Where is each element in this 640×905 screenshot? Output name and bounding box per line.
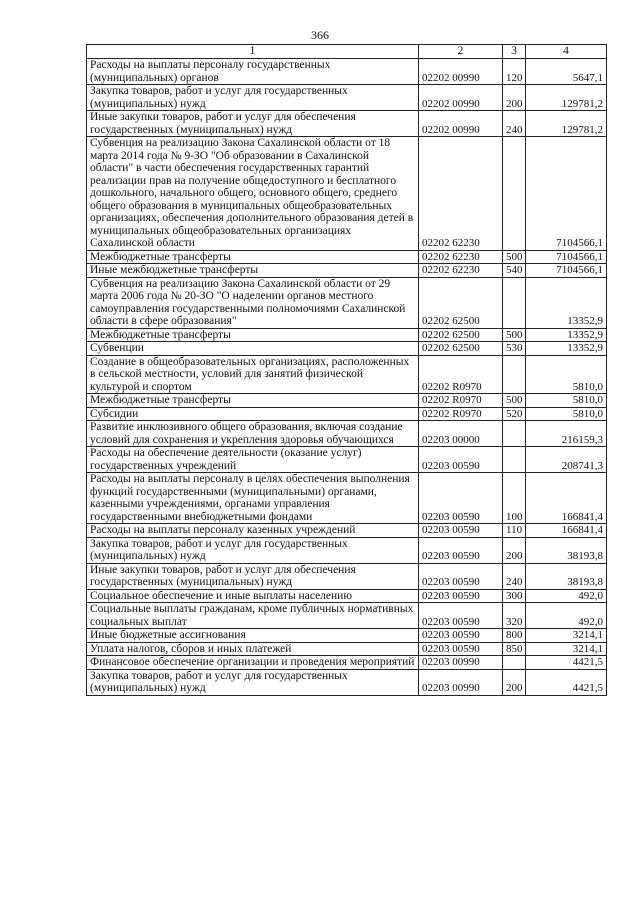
- row-sum-cell: 3214,1: [526, 629, 607, 643]
- row-name-cell: Социальные выплаты гражданам, кроме публичных нормативных социальных выплат: [87, 603, 419, 629]
- row-name-cell: Создание в общеобразовательных организациях, расположенных в сельской местности, условий для занятий физической культурой и спортом: [87, 355, 419, 394]
- row-code-cell: 02203 00590: [419, 447, 503, 473]
- table-row: [87, 111, 607, 137]
- table-row: [87, 537, 607, 563]
- row-sum-cell: 7104566,1: [526, 137, 607, 251]
- row-name-cell: Иные межбюджетные трансферты: [87, 264, 419, 278]
- row-name-cell: Межбюджетные трансферты: [87, 394, 419, 408]
- row-name-cell: Расходы на обеспечение деятельности (оказание услуг) государственных учреждений: [87, 447, 419, 473]
- table-row: [87, 277, 607, 328]
- table-body: [87, 59, 607, 696]
- row-code-cell: 02202 00990: [419, 85, 503, 111]
- row-code-cell: 02202 62230: [419, 137, 503, 251]
- row-type-cell: 520: [503, 407, 526, 421]
- row-code-cell: 02203 00990: [419, 656, 503, 670]
- row-type-cell: [503, 137, 526, 251]
- row-type-cell: 100: [503, 473, 526, 524]
- table-row: [87, 563, 607, 589]
- row-sum-cell: 7104566,1: [526, 264, 607, 278]
- row-type-cell: 120: [503, 59, 526, 85]
- row-type-cell: 320: [503, 603, 526, 629]
- row-type-cell: 530: [503, 342, 526, 356]
- row-name-cell: Субвенция на реализацию Закона Сахалинской области от 29 марта 2006 года № 20-ЗО "О наделении органов местного самоуправления государственными полномочиями Сахалинской области в сфере образования": [87, 277, 419, 328]
- row-type-cell: [503, 355, 526, 394]
- row-code-cell: 02203 00590: [419, 603, 503, 629]
- row-code-cell: 02202 62500: [419, 328, 503, 342]
- row-name-cell: Иные бюджетные ассигнования: [87, 629, 419, 643]
- row-code-cell: 02202 62500: [419, 277, 503, 328]
- row-code-cell: 02202 62230: [419, 264, 503, 278]
- row-code-cell: 02203 00590: [419, 473, 503, 524]
- row-sum-cell: 492,0: [526, 603, 607, 629]
- page-number: 366: [311, 28, 329, 42]
- row-type-cell: 110: [503, 524, 526, 538]
- row-code-cell: 02202 00990: [419, 111, 503, 137]
- row-code-cell: 02202 00990: [419, 59, 503, 85]
- row-sum-cell: 5810,0: [526, 355, 607, 394]
- row-type-cell: [503, 421, 526, 447]
- table-row: [87, 407, 607, 421]
- row-type-cell: 240: [503, 563, 526, 589]
- row-sum-cell: 129781,2: [526, 85, 607, 111]
- row-code-cell: 02202 R0970: [419, 407, 503, 421]
- row-sum-cell: 13352,9: [526, 328, 607, 342]
- row-code-cell: 02203 00000: [419, 421, 503, 447]
- row-sum-cell: 38193,8: [526, 537, 607, 563]
- row-name-cell: Финансовое обеспечение организации и проведения мероприятий: [87, 656, 419, 670]
- row-sum-cell: 7104566,1: [526, 250, 607, 264]
- row-name-cell: Межбюджетные трансферты: [87, 250, 419, 264]
- table-row: [87, 524, 607, 538]
- row-code-cell: 02202 R0970: [419, 394, 503, 408]
- row-name-cell: Иные закупки товаров, работ и услуг для обеспечения государственных (муниципальных) нужд: [87, 111, 419, 137]
- row-type-cell: 240: [503, 111, 526, 137]
- row-code-cell: 02203 00590: [419, 524, 503, 538]
- row-code-cell: 02202 62230: [419, 250, 503, 264]
- row-code-cell: 02203 00590: [419, 629, 503, 643]
- row-code-cell: 02203 00590: [419, 563, 503, 589]
- row-sum-cell: 166841,4: [526, 473, 607, 524]
- row-type-cell: 300: [503, 589, 526, 603]
- row-name-cell: Закупка товаров, работ и услуг для государственных (муниципальных) нужд: [87, 537, 419, 563]
- row-sum-cell: 13352,9: [526, 342, 607, 356]
- row-code-cell: 02203 00590: [419, 537, 503, 563]
- table-row: [87, 59, 607, 85]
- budget-table: [86, 44, 607, 696]
- row-name-cell: Расходы на выплаты персоналу государственных (муниципальных) органов: [87, 59, 419, 85]
- row-name-cell: Субвенции: [87, 342, 419, 356]
- table-row: [87, 264, 607, 278]
- row-sum-cell: 5647,1: [526, 59, 607, 85]
- row-code-cell: 02203 00590: [419, 589, 503, 603]
- row-sum-cell: 216159,3: [526, 421, 607, 447]
- table-row: [87, 642, 607, 656]
- table-header-row: [87, 45, 607, 59]
- row-sum-cell: 129781,2: [526, 111, 607, 137]
- table-row: [87, 85, 607, 111]
- row-type-cell: 800: [503, 629, 526, 643]
- row-name-cell: Субсидии: [87, 407, 419, 421]
- row-type-cell: 500: [503, 394, 526, 408]
- row-name-cell: Закупка товаров, работ и услуг для государственных (муниципальных) нужд: [87, 85, 419, 111]
- row-sum-cell: 3214,1: [526, 642, 607, 656]
- table-row: [87, 328, 607, 342]
- row-type-cell: [503, 656, 526, 670]
- row-sum-cell: 4421,5: [526, 669, 607, 695]
- table-row: [87, 355, 607, 394]
- row-code-cell: 02203 00590: [419, 642, 503, 656]
- row-sum-cell: 5810,0: [526, 407, 607, 421]
- column-header-name: 1: [87, 45, 419, 59]
- table-row: [87, 656, 607, 670]
- row-type-cell: 200: [503, 669, 526, 695]
- row-type-cell: 500: [503, 328, 526, 342]
- row-type-cell: 200: [503, 537, 526, 563]
- row-name-cell: Уплата налогов, сборов и иных платежей: [87, 642, 419, 656]
- row-name-cell: Социальное обеспечение и иные выплаты населению: [87, 589, 419, 603]
- row-type-cell: 200: [503, 85, 526, 111]
- row-code-cell: 02202 R0970: [419, 355, 503, 394]
- row-sum-cell: 492,0: [526, 589, 607, 603]
- table-row: [87, 342, 607, 356]
- table-row: [87, 447, 607, 473]
- row-sum-cell: 38193,8: [526, 563, 607, 589]
- column-header-code: 2: [419, 45, 503, 59]
- column-header-type: 3: [503, 45, 526, 59]
- row-name-cell: Развитие инклюзивного общего образования, включая создание условий для сохранения и укрепления здоровья обучающихся: [87, 421, 419, 447]
- row-sum-cell: 166841,4: [526, 524, 607, 538]
- row-code-cell: 02202 62500: [419, 342, 503, 356]
- table-row: [87, 669, 607, 695]
- column-header-sum: 4: [526, 45, 607, 59]
- row-type-cell: [503, 277, 526, 328]
- row-name-cell: Иные закупки товаров, работ и услуг для обеспечения государственных (муниципальных) нужд: [87, 563, 419, 589]
- row-sum-cell: 4421,5: [526, 656, 607, 670]
- row-type-cell: 500: [503, 250, 526, 264]
- row-name-cell: Расходы на выплаты персоналу казенных учреждений: [87, 524, 419, 538]
- row-sum-cell: 208741,3: [526, 447, 607, 473]
- table-row: [87, 589, 607, 603]
- row-sum-cell: 5810,0: [526, 394, 607, 408]
- table-row: [87, 603, 607, 629]
- row-type-cell: 850: [503, 642, 526, 656]
- row-name-cell: Межбюджетные трансферты: [87, 328, 419, 342]
- table-row: [87, 629, 607, 643]
- table-row: [87, 394, 607, 408]
- row-name-cell: Закупка товаров, работ и услуг для государственных (муниципальных) нужд: [87, 669, 419, 695]
- table-row: [87, 421, 607, 447]
- row-type-cell: [503, 447, 526, 473]
- row-name-cell: Расходы на выплаты персоналу в целях обеспечения выполнения функций государственными (муниципальными) органами, казенными учреждениями, органами управления государственными внебюджетными фондами: [87, 473, 419, 524]
- row-code-cell: 02203 00990: [419, 669, 503, 695]
- row-sum-cell: 13352,9: [526, 277, 607, 328]
- row-name-cell: Субвенция на реализацию Закона Сахалинской области от 18 марта 2014 года № 9-ЗО "Об образовании в Сахалинской области" в части обеспечения государственных гарантий реализации прав на получение общедоступного и бесплатного дошкольного, начального общего, основного общего, среднего общего образования в муниципальных общеобразовательных организациях, обеспечения дополнительного образования детей в муниципальных общеобразовательных организациях Сахалинской области: [87, 137, 419, 251]
- table-row: [87, 473, 607, 524]
- row-type-cell: 540: [503, 264, 526, 278]
- table-row: [87, 137, 607, 251]
- table-row: [87, 250, 607, 264]
